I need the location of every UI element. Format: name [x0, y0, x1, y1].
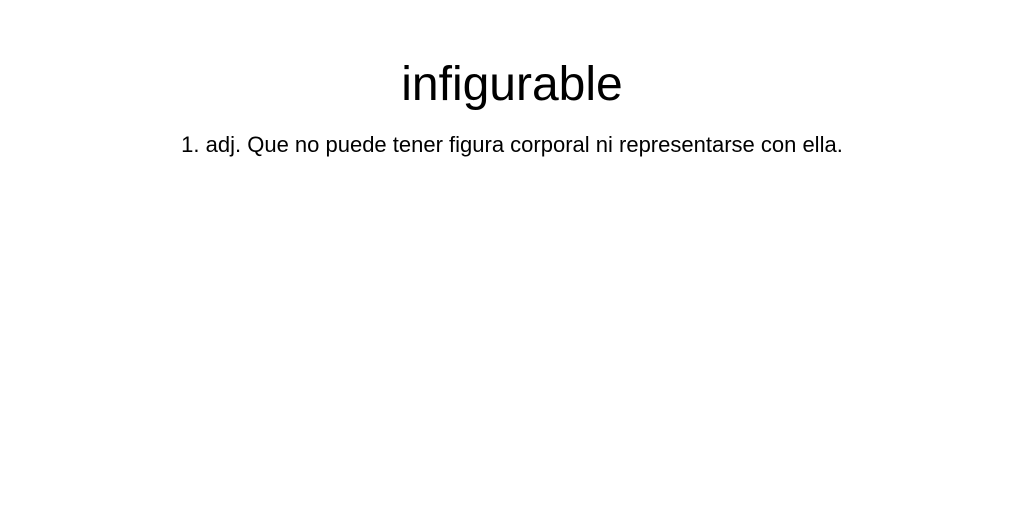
headword-title: infigurable	[401, 58, 623, 111]
definition-line: 1. adj. Que no puede tener figura corporal ni representarse con ella.	[181, 132, 843, 157]
